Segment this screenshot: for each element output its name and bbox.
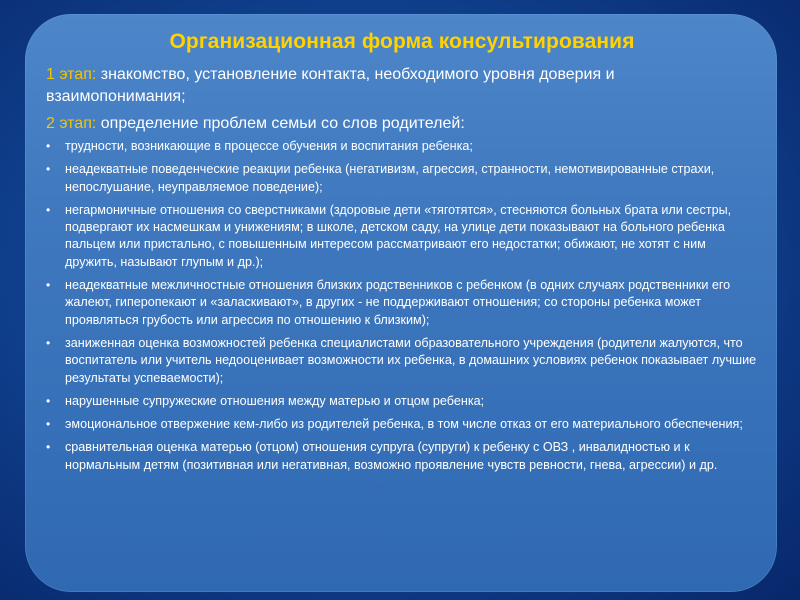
list-item-text: эмоциональное отвержение кем-либо из родителей ребенка, в том числе отказ от его материального обеспечения; [65,417,743,432]
list-item [46,277,758,329]
bullet-icon: • [46,335,51,350]
bullet-icon: • [46,417,51,432]
bullet-icon: • [46,202,51,217]
list-item [46,439,758,474]
bullet-icon: • [46,278,51,293]
list-item [46,161,758,196]
list-item-text: нарушенные супружеские отношения между матерью и отцом ребенка; [65,393,485,408]
bullet-icon: • [46,139,51,153]
list-item [46,416,758,433]
list-item [46,335,758,387]
stage-1-label: 1 этап: [46,66,97,83]
stage-2 [46,113,758,135]
list-item-text: неадекватные поведенческие реакции ребенка (негативизм, агрессия, странности, немотивированные страхи, непослушание, неуправляемое поведение); [65,162,715,194]
list-item-text: негармоничные отношения со сверстниками (здоровые дети «тяготятся», стесняются больных брата или сестры, подвергают их насмешкам и унижениям; в школе, детском саду, на улице дети показывают на больного ребенка пальцем или пристально, с повышенным интересом рассматривают его недостатки; обижают, не хотят с ним дружить, называют глупым и др.); [65,202,732,269]
list-item [46,202,758,271]
slide-content [46,30,758,480]
bullet-icon: • [46,440,51,455]
bullet-icon: • [46,393,51,408]
list-item-text: сравнительная оценка матерью (отцом) отношения супруга (супруги) к ребенку с ОВЗ , инвалидностью и к нормальным детям (позитивная или негативная, возможно проявление чувств ревности, гнева, агрессии) и др. [65,440,718,472]
stage-1-text: знакомство, установление контакта, необходимого уровня доверия и взаимопонимания; [46,66,615,105]
bullet-icon: • [46,162,51,177]
stage-1 [46,64,758,108]
list-item-text: неадекватные межличностные отношения близких родственников с ребенком (в одних случаях родственники его жалеют, гиперопекают и «заласкивают», в других - не поддерживают отношения; со стороны ребенка может проявляться грубость или агрессия по отношению к близким); [65,278,731,327]
problem-list [46,138,758,474]
list-item-text: заниженная оценка возможностей ребенка специалистами образовательного учреждения (родители жалуются, что воспитатель или учитель недооценивает возможности их ребенка, в домашних условиях ребенок показывает лучшие результаты успеваемости); [65,335,757,385]
list-item-text: трудности, возникающие в процессе обучения и воспитания ребенка; [65,139,473,153]
list-item [46,138,758,155]
stage-2-label: 2 этап: [46,115,97,132]
slide-title: Организационная форма консультирования [169,30,635,53]
stage-2-text: определение проблем семьи со слов родителей: [96,115,465,132]
list-item [46,393,758,410]
